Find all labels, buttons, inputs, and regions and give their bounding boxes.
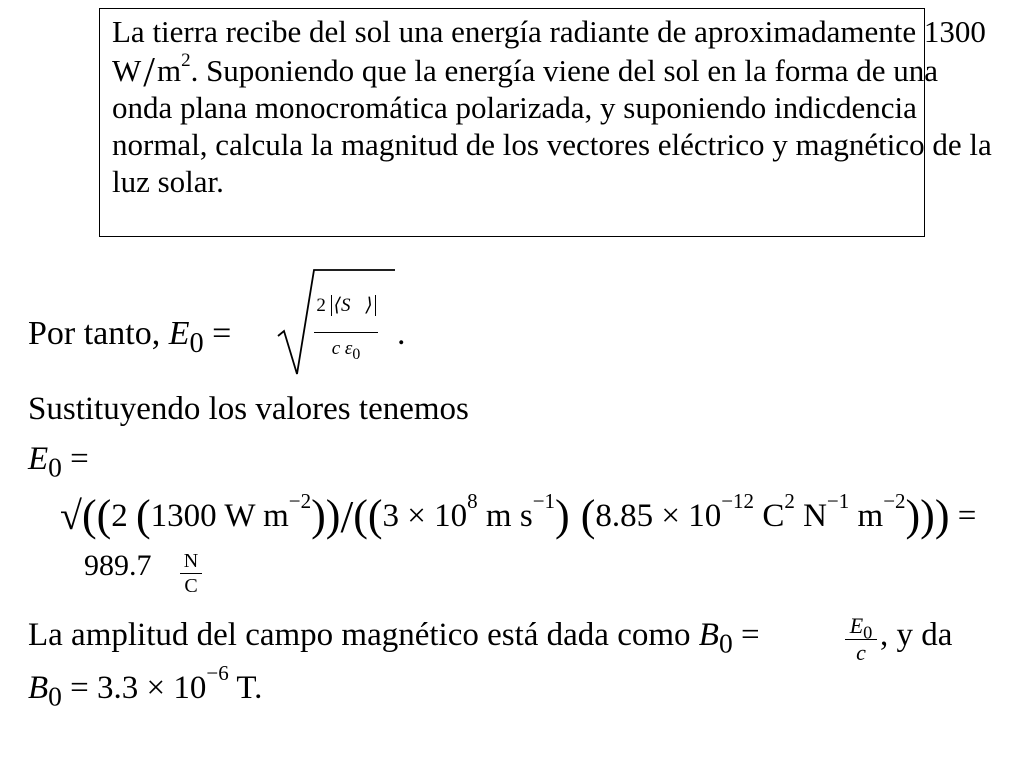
division-slash: / bbox=[340, 491, 354, 542]
eps-unit-m: m bbox=[849, 498, 884, 534]
eps-unit-c: C bbox=[754, 498, 785, 534]
c-unit: m s bbox=[477, 498, 533, 534]
b0-result-subscript: 0 bbox=[48, 680, 62, 712]
substitution-expression bbox=[60, 484, 977, 542]
por-tanto-lhs bbox=[28, 315, 232, 359]
c-unit-exponent: −1 bbox=[532, 489, 556, 513]
unit-m-exponent: 2 bbox=[181, 49, 191, 71]
problem-line-5: luz solar. bbox=[112, 164, 224, 199]
eps-exponent: −12 bbox=[721, 489, 755, 513]
sqrt-icon: √ bbox=[60, 493, 82, 538]
amplitude-text: La amplitud del campo magnético está dada como bbox=[28, 617, 699, 653]
flux-exponent: −2 bbox=[288, 489, 312, 513]
eps-unit-n: N bbox=[794, 498, 827, 534]
b0-result-text: = 3.3 × 10 bbox=[61, 670, 207, 706]
eps-unit-n-exponent: −1 bbox=[826, 489, 850, 513]
problem-line-2 bbox=[112, 49, 939, 96]
e0-over-c-fraction bbox=[845, 614, 877, 665]
unit-m: m bbox=[156, 53, 182, 88]
por-tanto-label: Por tanto, bbox=[28, 315, 169, 352]
b0-result-exponent: −6 bbox=[206, 661, 229, 685]
epsilon-subscript: 0 bbox=[352, 345, 361, 363]
b0-result-unit: T. bbox=[228, 670, 263, 706]
e0-symbol: E bbox=[168, 315, 190, 352]
eps-value: 8.85 × 10 bbox=[595, 498, 722, 534]
e0-eq-equals: = bbox=[61, 441, 89, 477]
b0-result-symbol: B bbox=[28, 670, 49, 706]
unit-slash: / bbox=[143, 50, 155, 96]
poynting-magnitude: ⟨S⃗⟩ bbox=[331, 295, 376, 316]
period: . bbox=[397, 315, 406, 352]
problem-statement-box bbox=[99, 8, 992, 237]
amplitude-tail: , y da bbox=[880, 617, 953, 653]
formula-denominator bbox=[314, 338, 378, 363]
eps-unit-m-exponent: −2 bbox=[883, 489, 906, 513]
paren-close-c: ) bbox=[555, 491, 570, 540]
paren-close-a: )) bbox=[311, 491, 341, 540]
b0-result-line bbox=[28, 661, 263, 712]
speed-of-light-symbol: c bbox=[331, 338, 341, 359]
paren-open-a: ( bbox=[136, 491, 151, 540]
c-exponent: 8 bbox=[467, 489, 478, 513]
e0-over-c-numerator bbox=[849, 613, 873, 643]
e0-equals-line bbox=[28, 441, 89, 483]
factor-two: 2 bbox=[111, 498, 137, 534]
result-unit-bar bbox=[180, 573, 202, 574]
problem-line-4: normal, calcula la magnitud de los vectores eléctrico y magnético de la bbox=[112, 127, 992, 162]
paren-open-b: (( bbox=[353, 491, 383, 540]
e0-eq-subscript: 0 bbox=[48, 451, 62, 483]
paren-open-eps: ( bbox=[569, 491, 596, 540]
b0-subscript: 0 bbox=[718, 627, 733, 659]
flux-value: 1300 W m bbox=[150, 498, 289, 534]
unit-w: W bbox=[112, 53, 142, 88]
amplitude-text-group bbox=[28, 617, 760, 659]
eps-unit-c-exponent: 2 bbox=[784, 489, 795, 513]
result-value: 989.7 bbox=[84, 549, 152, 582]
e0-frac-symbol: E bbox=[849, 613, 864, 638]
equals-sign: = bbox=[203, 315, 232, 352]
problem-line-1: La tierra recibe del sol una energía radiante de aproximadamente 1300 bbox=[112, 14, 986, 49]
problem-line-2-text: . Suponiendo que la energía viene del sol en la forma de una bbox=[190, 53, 939, 88]
epsilon-symbol: ε bbox=[344, 338, 353, 359]
formula-numerator bbox=[314, 294, 378, 317]
result-unit-numerator: N bbox=[183, 550, 199, 572]
sustituyendo-line: Sustituyendo los valores tenemos bbox=[28, 391, 469, 427]
amplitude-equals: = bbox=[732, 617, 760, 653]
e0-eq-symbol: E bbox=[28, 441, 49, 477]
e0-over-c-denominator: c bbox=[856, 640, 866, 665]
b0-symbol: B bbox=[698, 617, 719, 653]
problem-line-3: onda plana monocromática polarizada, y suponiendo indicdencia bbox=[112, 90, 917, 125]
result-unit-denominator: C bbox=[184, 575, 198, 597]
sqrt-radical-icon bbox=[276, 268, 398, 378]
numerator-coefficient: 2 bbox=[316, 295, 326, 316]
result-unit-fraction bbox=[180, 550, 202, 597]
substitution-equals: = bbox=[949, 498, 977, 534]
fraction-bar bbox=[314, 332, 378, 333]
c-value: 3 × 10 bbox=[382, 498, 468, 534]
e0-frac-subscript: 0 bbox=[863, 622, 873, 643]
e0-subscript: 0 bbox=[189, 327, 204, 359]
paren-open-outer: (( bbox=[81, 491, 112, 540]
paren-close-all: ))) bbox=[905, 491, 950, 540]
